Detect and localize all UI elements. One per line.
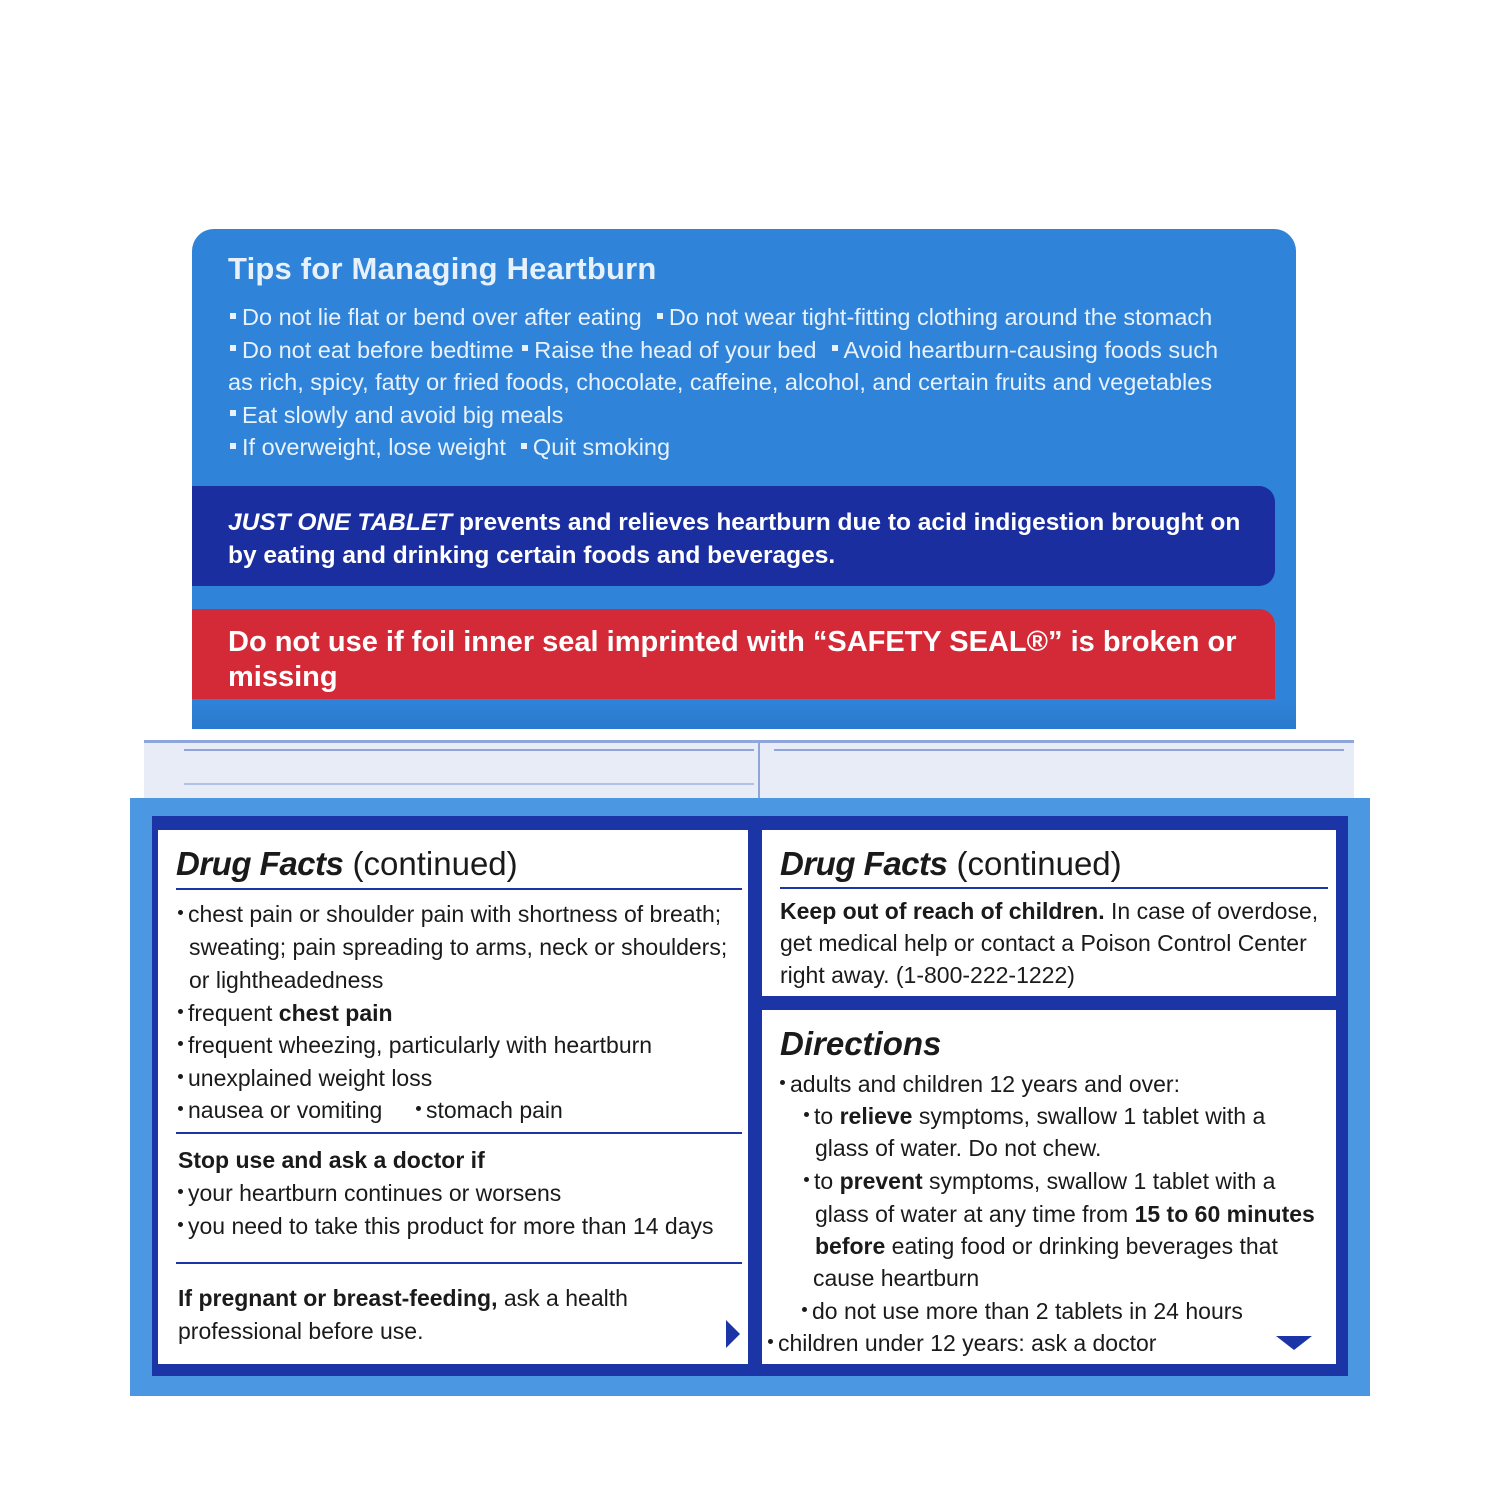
bullet-icon <box>230 345 236 351</box>
drug-facts-header <box>780 844 1122 884</box>
list-item-continued: sweating; pain spreading to arms, neck or shoulders; <box>189 934 728 960</box>
pregnancy-warning-continued: professional before use. <box>178 1318 424 1344</box>
keep-out-text: In case of overdose, <box>1104 898 1319 924</box>
tips-list <box>228 301 1228 464</box>
drug-facts-header <box>176 844 518 884</box>
keep-out-warning <box>780 895 1318 928</box>
directions-title: Directions <box>780 1025 942 1062</box>
bullet-icon <box>178 1074 183 1079</box>
continued-label: (continued) <box>352 845 518 882</box>
ghost-divider <box>758 743 760 799</box>
list-item-emphasis: prevent <box>839 1168 923 1194</box>
header-rule <box>780 887 1328 889</box>
section-rule <box>176 1262 742 1264</box>
keep-out-continued: right away. (1-800-222-1222) <box>780 962 1075 988</box>
bullet-icon <box>768 1339 773 1344</box>
list-item-text: symptoms, swallow 1 tablet with a <box>922 1168 1276 1194</box>
ghost-rule <box>774 749 1344 751</box>
list-item-emphasis: 15 to 60 minutes <box>1134 1201 1315 1227</box>
list-item-text: symptoms, swallow 1 tablet with a <box>912 1103 1266 1129</box>
ghost-rule <box>184 783 754 785</box>
seal-warning-text: Do not use if foil inner seal imprinted with “SAFETY SEAL®” is broken or missing <box>228 626 1237 693</box>
stop-use-title-text: Stop use and ask a doctor if <box>178 1147 485 1173</box>
drug-facts-title: Drug Facts <box>176 845 344 882</box>
list-item <box>178 1210 714 1243</box>
list-item-text: you need to take this product for more than 14 days <box>188 1213 714 1239</box>
section-rule <box>176 1132 742 1134</box>
ghost-rule <box>184 749 754 751</box>
tip-item: Do not wear tight-fitting clothing around the stomach <box>668 304 1213 330</box>
box-top-edge <box>144 740 1354 799</box>
list-item-text: frequent wheezing, particularly with heartburn <box>188 1032 653 1058</box>
list-item-text: chest pain or shoulder pain with shortness of breath; <box>188 901 722 927</box>
list-item <box>416 1094 563 1127</box>
bullet-icon <box>522 345 528 351</box>
bullet-icon <box>178 1009 183 1014</box>
bullet-icon <box>804 1177 809 1182</box>
bullet-icon <box>802 1307 807 1312</box>
directions-panel <box>762 1010 1336 1364</box>
claim-text <box>228 506 1268 572</box>
list-item <box>780 1068 1180 1101</box>
tip-item: Avoid heartburn-causing foods such as rich, spicy, fatty or fried foods, chocolate, caffeine, alcohol, and certain fruits and vegetables <box>228 336 1219 395</box>
box-front-panel <box>130 798 1370 1396</box>
tip-item: If overweight, lose weight <box>242 434 506 460</box>
continue-arrow-icon <box>726 1320 740 1348</box>
list-item <box>804 1100 1265 1133</box>
bullet-icon <box>230 313 236 319</box>
drug-facts-right-top-panel <box>762 830 1336 996</box>
bullet-icon <box>521 443 527 449</box>
continued-label: (continued) <box>956 845 1122 882</box>
list-item-text: glass of water at any time from <box>815 1201 1135 1227</box>
list-item <box>804 1165 1275 1198</box>
tip-item: Raise the head of your bed <box>534 336 817 363</box>
drug-facts-left-panel <box>158 830 748 1364</box>
bullet-icon <box>178 1189 183 1194</box>
stop-use-title <box>178 1144 485 1177</box>
list-item-text: do not use more than 2 tablets in 24 hours <box>812 1298 1243 1324</box>
bullet-icon <box>832 345 838 351</box>
pregnancy-warning-bold: If pregnant or breast-feeding, <box>178 1285 498 1311</box>
list-item <box>768 1327 1156 1360</box>
tip-item: Do not eat before bedtime <box>242 336 514 363</box>
list-item-continued: glass of water. Do not chew. <box>815 1135 1102 1161</box>
list-item-text: stomach pain <box>426 1097 563 1123</box>
keep-out-continued: get medical help or contact a Poison Control Center <box>780 930 1307 956</box>
tip-item: Do not lie flat or bend over after eating <box>242 304 642 330</box>
list-item-text: your heartburn continues or worsens <box>188 1180 562 1206</box>
bullet-icon <box>178 1222 183 1227</box>
bullet-icon <box>416 1106 421 1111</box>
continue-arrow-icon <box>1276 1336 1312 1350</box>
list-item-text: nausea or vomiting <box>188 1097 383 1123</box>
bullet-icon <box>657 313 663 319</box>
tips-title: Tips for Managing Heartburn <box>228 251 657 286</box>
bullet-icon <box>230 443 236 449</box>
list-item <box>802 1295 1243 1328</box>
bullet-icon <box>230 410 236 416</box>
list-item-emphasis: before <box>815 1233 886 1259</box>
bullet-icon <box>178 1041 183 1046</box>
header-rule <box>176 888 742 890</box>
list-item <box>178 1177 561 1210</box>
list-item-emphasis: relieve <box>839 1103 913 1129</box>
list-item <box>178 997 393 1030</box>
bullet-icon <box>178 1106 183 1111</box>
bullet-icon <box>178 910 183 915</box>
list-item-text: frequent <box>188 1000 279 1026</box>
keep-out-bold: Keep out of reach of children. <box>780 898 1105 924</box>
list-item-continued: or lightheadedness <box>189 967 384 993</box>
list-item-text: adults and children 12 years and over: <box>790 1071 1180 1097</box>
list-item-emphasis: chest pain <box>278 1000 393 1026</box>
drug-facts-frame <box>152 816 1348 1376</box>
claim-rest: prevents and relieves heartburn due to acid indigestion brought on by eating and drinking certain foods and beverages. <box>228 509 1241 569</box>
bullet-icon <box>780 1080 785 1085</box>
list-item-text: to <box>814 1103 840 1129</box>
list-item-continued <box>815 1230 1278 1263</box>
bullet-icon <box>804 1112 809 1117</box>
pregnancy-warning <box>178 1282 628 1315</box>
drug-facts-title: Drug Facts <box>780 845 948 882</box>
list-item-text: children under 12 years: ask a doctor <box>778 1330 1157 1356</box>
list-item <box>178 1029 652 1062</box>
list-item-text: unexplained weight loss <box>188 1065 433 1091</box>
pregnancy-warning-text: ask a health <box>497 1285 628 1311</box>
tip-item: Eat slowly and avoid big meals <box>242 401 564 428</box>
list-item-text: eating food or drinking beverages that <box>885 1233 1278 1259</box>
tip-item: Quit smoking <box>532 434 671 460</box>
claim-emphasis: JUST ONE TABLET <box>228 509 453 536</box>
list-item-continued: cause heartburn <box>813 1265 980 1291</box>
list-item-continued <box>815 1198 1315 1231</box>
list-item <box>178 1062 432 1095</box>
list-item-text: to <box>814 1168 840 1194</box>
list-item <box>178 1094 382 1127</box>
box-flap <box>192 229 1296 729</box>
seal-warning-banner <box>192 609 1275 710</box>
claim-banner <box>192 486 1275 586</box>
list-item <box>178 898 721 931</box>
